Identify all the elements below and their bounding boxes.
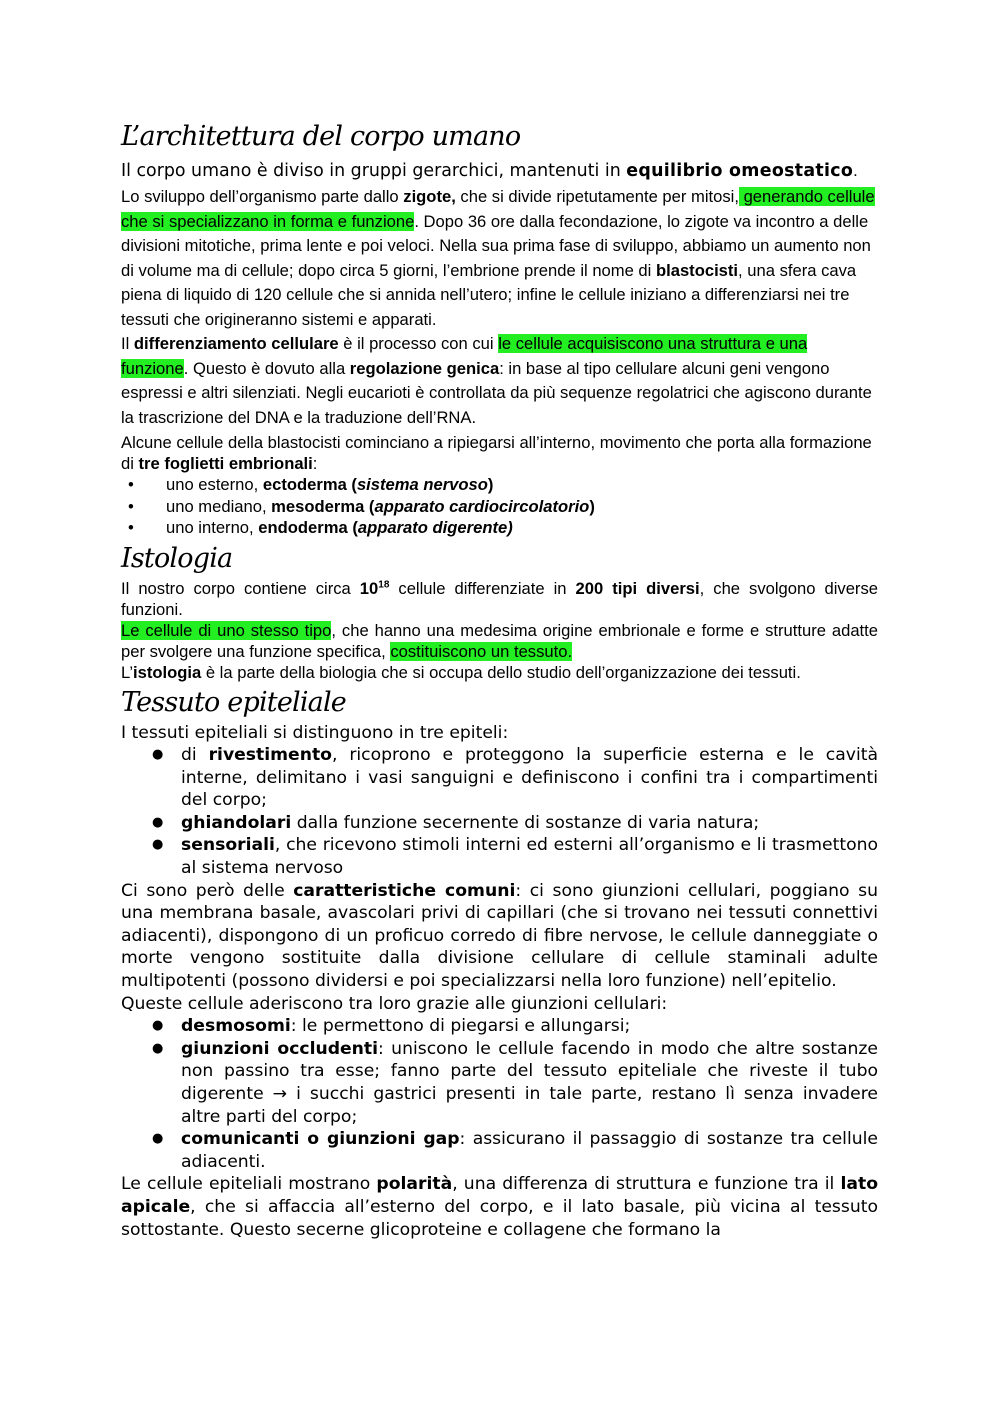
list-item: ● ghiandolari dalla funzione secernente di sostanze di varia natura; — [121, 812, 878, 835]
list-item: • uno mediano, mesoderma (apparato cardiocircolatorio) — [121, 496, 878, 518]
paragraph-istologia: L’istologia è la parte della biologia che si occupa dello studio dell’organizzazione dei tessuti. — [121, 662, 801, 682]
highlight-struttura-funzione: le cellule acquisiscono una struttura e una funzione — [121, 334, 808, 378]
list-item: ● sensoriali, che ricevono stimoli interni ed esterni all’organismo e li trasmettono al sistema nervoso — [121, 834, 878, 879]
epithelium-types-list — [121, 744, 878, 880]
highlight-specializzazione: generando cellule che si specializzano in forma e funzione — [121, 187, 875, 231]
highlight-tessuto: costituiscono un tessuto. — [390, 641, 573, 661]
junctions-list — [121, 1015, 878, 1173]
list-item: ● giunzioni occludenti: uniscono le cellule facendo in modo che altre sostanze non passino tra esse; fanno parte del tessuto epiteliale che riveste il tubo digerente → i succhi gastrici presenti in tale parte, restano lì senza invadere altre parti del corpo; — [121, 1038, 878, 1128]
list-item: ● desmosomi: le permettono di piegarsi e allungarsi; — [121, 1015, 878, 1038]
list-item: ● di rivestimento, ricoprono e proteggono la superficie esterna e le cavità interne, delimitano i vasi sanguigni e definiscono i confini tra i compartimenti del corpo; — [121, 744, 878, 812]
paragraph-differenziamento: Il differenziamento cellulare è il processo con cui le cellule acquisiscono una struttura e una funzione. Questo è dovuto alla regolazione genica: in base al tipo cellulare alcuni geni vengono espressi e altri silenziati. Negli eucarioti è controllata da più sequenze regolatrici che agiscono durante la trascrizione del DNA e la traduzione dell’RNA. — [121, 334, 872, 427]
paragraph-caratteristiche: Ci sono però delle caratteristiche comuni: ci sono giunzioni cellulari, poggiano su una membrana basale, avascolari privi di capillari (che si trovano nei tessuti connettivi adiacenti), dispongono di un proficuo corredo di fibre nervose, le cellule danneggiate o morte vengono sostituite dalla divisione cellulare di cellule staminali adulte multipotenti (possono dividersi e poi specializzarsi nella loro funzione) nell’epitelio. — [121, 880, 878, 992]
document-page — [121, 118, 878, 1241]
section-title-architettura: L’architettura del corpo umano — [121, 121, 521, 152]
paragraph-giunzioni-intro: Queste cellule aderiscono tra loro grazie alle giunzioni cellulari: — [121, 993, 668, 1014]
paragraph-tessuto-definizione: Le cellule di uno stesso tipo, che hanno una medesima origine embrionale e forme e strutture adatte per svolgere una funzione specifica, costituiscono un tessuto. — [121, 620, 879, 661]
section-title-istologia: Istologia — [121, 542, 233, 574]
list-item: • uno esterno, ectoderma (sistema nervoso) — [121, 474, 878, 496]
section-title-epiteliale: Tessuto epiteliale — [121, 686, 346, 718]
highlight-stesso-tipo: Le cellule di uno stesso tipo — [121, 620, 332, 640]
list-item: • uno interno, endoderma (apparato digerente) — [121, 517, 878, 539]
paragraph-epiteli-intro: I tessuti epiteliali si distinguono in tre epiteli: — [121, 722, 509, 743]
list-item: ● comunicanti o giunzioni gap: assicurano il passaggio di sostanze tra cellule adiacenti. — [121, 1128, 878, 1173]
paragraph-polarita: Le cellule epiteliali mostrano polarità, una differenza di struttura e funzione tra il lato apicale, che si affaccia all’esterno del corpo, e il lato basale, più vicina al tessuto sottostante. Questo secerne glicoproteine e collagene che formano la — [121, 1174, 878, 1240]
paragraph-foglietti: Alcune cellule della blastocisti cominciano a ripiegarsi all’interno, movimento che porta alla formazione di tre foglietti embrionali: — [121, 433, 872, 473]
embryonic-layers-list — [121, 474, 878, 539]
paragraph-cellule-count: Il nostro corpo contiene circa $10^{18}$ cellule differenziate in 200 tipi diversi, che svolgono diverse funzioni. — [121, 578, 878, 619]
paragraph-architettura: Il corpo umano è diviso in gruppi gerarchici, mantenuti in equilibrio omeostatico. Lo sviluppo dell’organismo parte dallo zigote, che si divide ripetutamente per mitosi, generando cellule che si specializzano in forma e funzione. Dopo 36 ore dalla fecondazione, lo zigote va incontro a delle divisioni mitotiche, prima lente e poi veloci. Nella sua prima fase di sviluppo, abbiamo un aumento non di volume ma di cellule; dopo circa 5 giorni, l’embrione prende il nome di blastocisti, una sfera cava piena di liquido di 120 cellule che si annida nell’utero; infine le cellule iniziano a differenziarsi nei tre tessuti che origineranno sistemi e apparati. — [121, 161, 875, 329]
